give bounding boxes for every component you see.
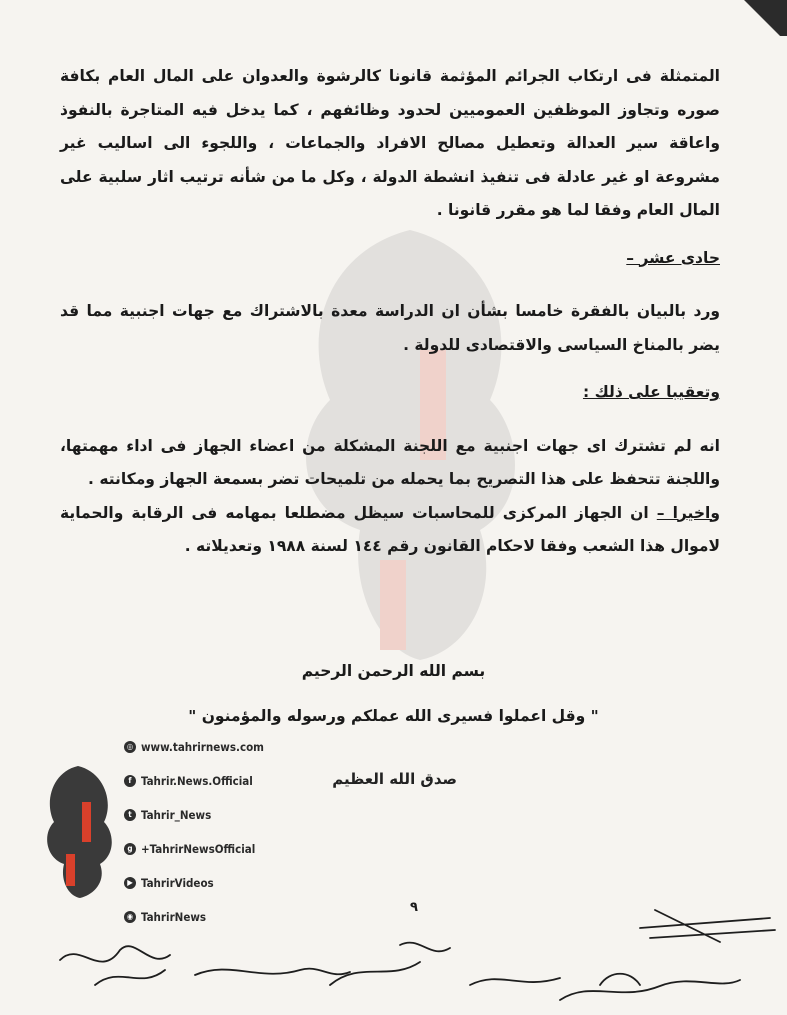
google-plus-icon: g xyxy=(124,843,136,855)
quran-verse: " وقل اعملوا فسيرى الله عملكم ورسوله والمؤمنون " xyxy=(188,707,599,725)
social-row-google-plus[interactable] xyxy=(124,832,274,866)
signatures xyxy=(0,890,787,1015)
social-label: TahrirNews xyxy=(141,910,207,924)
tahrir-logo xyxy=(38,762,118,902)
twitter-icon: t xyxy=(124,809,136,821)
social-label: TahrirVideos xyxy=(141,876,214,890)
youtube-icon: ▶ xyxy=(124,877,136,889)
closing-phrase: صدق الله العظيم xyxy=(332,770,457,788)
paragraph-corruption-definition: المتمثلة فى ارتكاب الجرائم المؤثمة قانونا كالرشوة والعدوان على المال العام بكافة صوره وتجاوز الموظفين العموميين لحدود وظائفهم ، كما يدخل فيه المتاجرة بالنفوذ واعاقة سير العدالة وتعطيل مصالح الافراد والجماعات ، واللجوء الى اساليب غير مشروعة او غير عادلة فى تنفيذ انشطة الدولة ، وكل ما من شأنه ترتيب اثار سلبية على المال العام وفقا لما هو مقرر قانونا . xyxy=(60,67,720,219)
social-label: +TahrirNewsOfficial xyxy=(141,842,256,856)
social-row-twitter[interactable] xyxy=(124,798,274,832)
basmala: بسم الله الرحمن الرحيم xyxy=(301,662,486,680)
heading-eleventh: حادى عشر – xyxy=(626,248,720,267)
conclusion-lead: واخيرا – xyxy=(656,503,720,522)
heading-response: وتعقيبا على ذلك : xyxy=(582,383,720,401)
social-label: Tahrir.News.Official xyxy=(141,774,253,788)
social-row-facebook[interactable] xyxy=(124,764,274,798)
social-row-web[interactable] xyxy=(124,730,274,764)
letter-body xyxy=(60,60,720,564)
paragraph-response: انه لم تشترك اى جهات اجنبية مع اللجنة المشكلة من اعضاء الجهاز فى اداء مهمتها، واللجنة تتحفظ على هذا التصريح بما يحمله من تلميحات تضر بسمعة الجهاز ومكانته . xyxy=(60,436,720,488)
social-label: Tahrir_News xyxy=(141,808,212,822)
facebook-icon: f xyxy=(124,775,136,787)
instagram-icon: ◉ xyxy=(124,911,136,923)
paragraph-foreign-parties-claim: ورد بالبيان بالفقرة خامسا بشأن ان الدراسة معدة بالاشتراك مع جهات اجنبية مما قد يضر بالمناخ السياسى والاقتصادى للدولة . xyxy=(60,302,720,354)
page-number: ٩ xyxy=(410,900,418,915)
scan-corner-mark xyxy=(717,0,787,36)
globe-icon: ◎ xyxy=(124,741,136,753)
conclusion-text: ان الجهاز المركزى للمحاسبات سيظل مضطلعا بمهامه فى الرقابة والحماية لاموال هذا الشعب وفقا لاحكام القانون رقم ١٤٤ لسنة ١٩٨٨ وتعديلاته . xyxy=(60,503,720,555)
social-label: www.tahrirnews.com xyxy=(141,740,264,754)
paragraph-conclusion xyxy=(60,497,720,564)
